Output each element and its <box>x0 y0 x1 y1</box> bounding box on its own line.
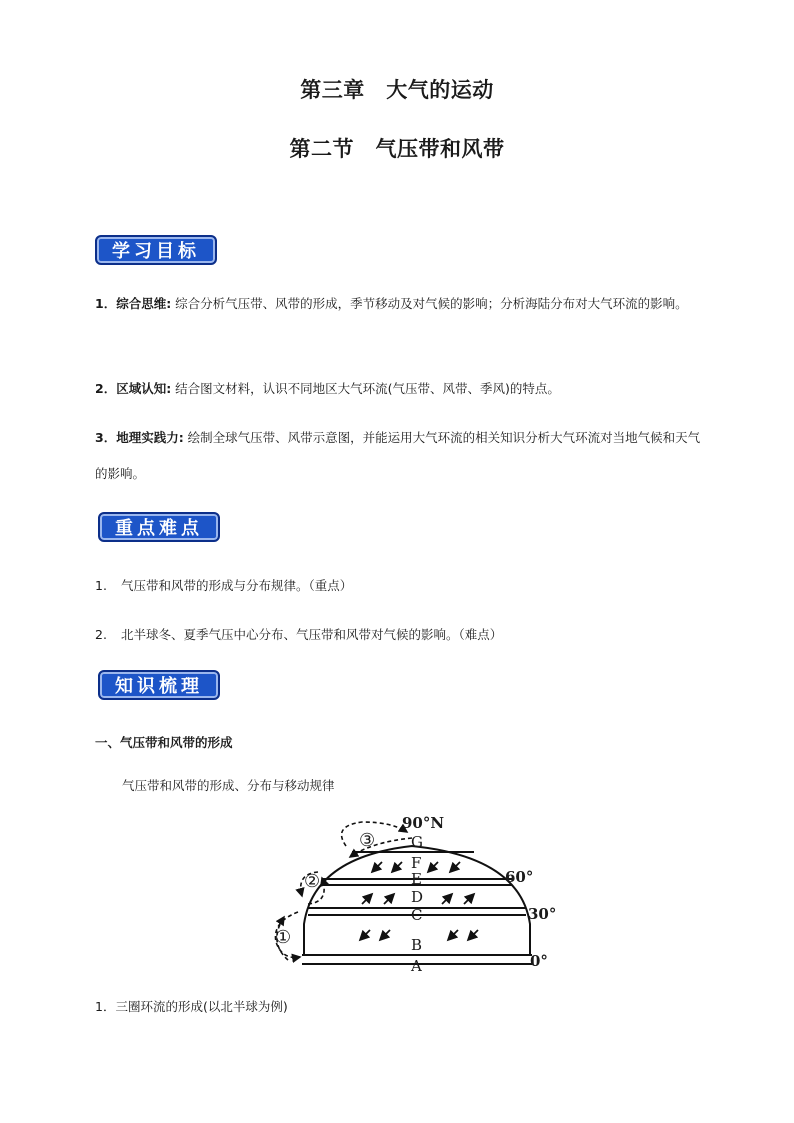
section-title: 第二节 气压带和风带 <box>289 137 505 161</box>
key-point-2-num: 2. <box>95 627 107 642</box>
key-point-2-text: 北半球冬、夏季气压中心分布、气压带和风带对气候的影响。（难点） <box>120 627 503 642</box>
lat-0-label: 0° <box>530 952 548 970</box>
cell-3-label: ③ <box>359 830 376 851</box>
objective-2 <box>95 371 705 407</box>
belt-c-label: C <box>411 906 423 924</box>
objective-3-text: 绘制全球气压带、风带示意图，并能运用大气环流的相关知识分析大气环流对当地气候和天气的影响。 <box>95 430 701 481</box>
knowledge-subheading: 气压带和风带的形成、分布与移动规律 <box>122 778 335 793</box>
belt-e-label: E <box>411 870 422 888</box>
knowledge-heading: 一、气压带和风带的形成 <box>95 735 233 750</box>
objective-2-text: 结合图文材料，认识不同地区大气环流(气压带、风带、季风)的特点。 <box>171 381 560 396</box>
knowledge-badge: 知识梳理 <box>98 670 220 700</box>
belt-f-label: F <box>411 854 422 872</box>
key-point-1-num: 1. <box>95 578 107 593</box>
chapter-title: 第三章 大气的运动 <box>300 78 494 102</box>
belt-b-label: B <box>411 936 423 954</box>
belt-g-label: G <box>411 833 423 851</box>
lat-60-label: 60° <box>505 868 534 886</box>
lat-30-label: 30° <box>528 905 557 923</box>
belt-a-label: A <box>411 957 422 975</box>
belt-d-label: D <box>411 888 424 906</box>
objective-2-label: 2．区域认知: <box>95 381 172 396</box>
north-pole-label: 90°N <box>402 814 445 832</box>
key-point-2 <box>95 625 502 643</box>
key-point-1-text: 气压带和风带的形成与分布规律。（重点） <box>120 578 353 593</box>
objective-3-label: 3．地理实践力: <box>95 430 184 445</box>
cell-2-label: ② <box>304 871 321 892</box>
objective-1-label: 1．综合思维: <box>95 296 172 311</box>
objective-1 <box>95 286 705 322</box>
cell-1-label: ① <box>275 927 292 948</box>
knowledge-item-1: 1．三圈环流的形成(以北半球为例) <box>95 999 288 1014</box>
objectives-badge: 学习目标 <box>95 235 217 265</box>
objective-3 <box>95 420 705 492</box>
key-points-badge: 重点难点 <box>98 512 220 542</box>
key-point-1 <box>95 576 352 594</box>
objective-1-text: 综合分析气压带、风带的形成，季节移动及对气候的影响；分析海陆分布对大气环流的影响。 <box>171 296 688 311</box>
